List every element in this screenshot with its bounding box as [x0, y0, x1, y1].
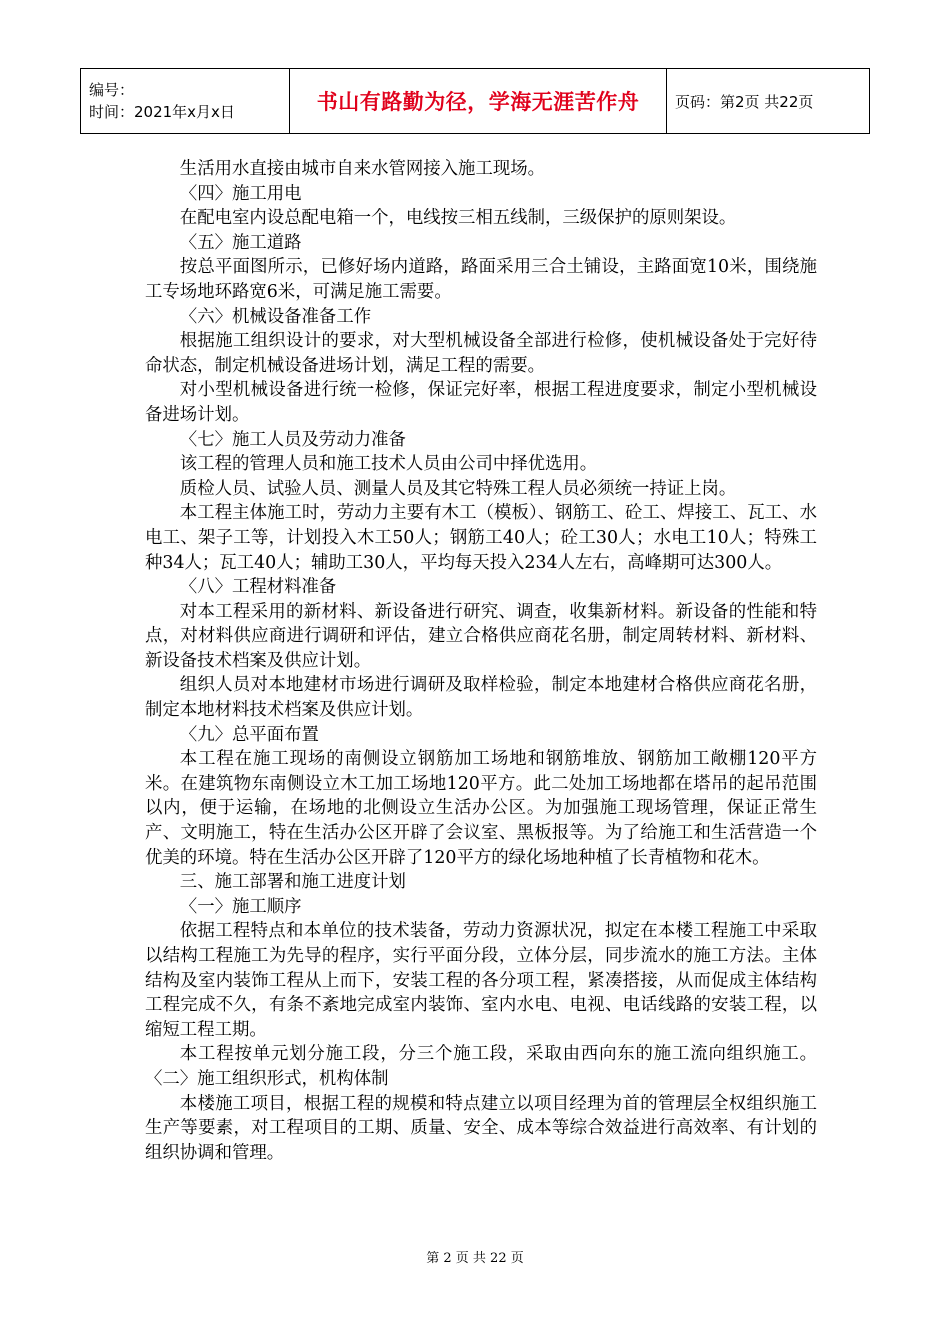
- paragraph: 根据施工组织设计的要求，对大型机械设备全部进行检修，使机械设备处于完好待命状态，制定机械设备进场计划，满足工程的需要。: [145, 331, 817, 376]
- paragraph: 按总平面图所示，已修好场内道路，路面采用三合土铺设，主路面宽10米，围绕施工专场地环路宽6米，可满足施工需要。: [145, 257, 817, 302]
- paragraph: 在配电室内设总配电箱一个，电线按三相五线制，三级保护的原则架设。: [179, 208, 737, 229]
- section-heading: 〈一〉施工顺序: [179, 896, 302, 917]
- section-heading: 〈五〉施工道路: [179, 232, 302, 253]
- section-heading: 〈八〉工程材料准备: [179, 577, 337, 598]
- document-date: 时间：2021年x月x日: [89, 103, 235, 121]
- paragraph: 本楼施工项目，根据工程的规模和特点建立以项目经理为首的管理层全权组织施工生产等要素，对工程项目的工期、质量、安全、成本等综合效益进行高效率、有计划的组织协调和管理。: [145, 1093, 817, 1163]
- paragraph: 本工程按单元划分施工段，分三个施工段，采取由西向东的施工流向组织施工。〈二〉施工组织形式，机构体制: [145, 1044, 817, 1089]
- paragraph: 生活用水直接由城市自来水管网接入施工现场。: [179, 159, 546, 179]
- header-meta: [81, 69, 290, 134]
- paragraph: 对本工程采用的新材料、新设备进行研究、调查，收集新材料。新设备的性能和特点，对材料供应商进行调研和评估，建立合格供应商花名册，制定周转材料、新材料、新设备技术档案及供应计划。: [145, 601, 817, 671]
- document-number: 编号：: [89, 81, 135, 99]
- section-heading: 〈四〉施工用电: [179, 183, 302, 204]
- section-heading: 〈六〉机械设备准备工作: [179, 306, 372, 327]
- paragraph: 依据工程特点和本单位的技术装备，劳动力资源状况，拟定在本楼工程施工中采取以结构工程施工为先导的程序，实行平面分段，立体分层，同步流水的施工方法。主体结构及室内装饰工程从上而下，安装工程的各分项工程，紧凑搭接，从而促成主体结构工程完成不久，有条不紊地完成室内装饰、室内水电、电视、电话线路的安装工程，以缩短工程工期。: [145, 921, 817, 1040]
- header-page-info: 页码：第2页 共22页: [667, 69, 870, 134]
- chapter-heading: 三、施工部署和施工进度计划: [179, 872, 406, 893]
- header-motto: 书山有路勤为径，学海无涯苦作舟: [290, 69, 667, 134]
- document-body: [145, 157, 817, 1165]
- header-table: [80, 68, 870, 134]
- page-footer: 第 2 页 共 22 页: [426, 1251, 524, 1266]
- section-heading: 〈七〉施工人员及劳动力准备: [179, 429, 406, 450]
- paragraph: 组织人员对本地建材市场进行调研及取样检验，制定本地建材合格供应商花名册，制定本地材料技术档案及供应计划。: [145, 675, 817, 721]
- paragraph: 质检人员、试验人员、测量人员及其它特殊工程人员必须统一持证上岗。: [179, 478, 737, 499]
- section-heading: 〈九〉总平面布置: [179, 724, 319, 745]
- paragraph: 该工程的管理人员和施工技术人员由公司中择优选用。: [179, 454, 598, 475]
- paragraph: 对小型机械设备进行统一检修，保证完好率，根据工程进度要求，制定小型机械设备进场计划。: [145, 380, 817, 425]
- paragraph: 本工程在施工现场的南侧设立钢筋加工场地和钢筋堆放、钢筋加工敞棚120平方米。在建筑物东南侧设立木工加工场地120平方。此二处加工场地都在塔吊的起吊范围以内，便于运输，在场地的北侧设立生活办公区。为加强施工现场管理，保证正常生产、文明施工，特在生活办公区开辟了会议室、黑板报等。为了给施工和生活营造一个优美的环境。特在生活办公区开辟了120平方的绿化场地种植了长青植物和花木。: [145, 749, 817, 868]
- paragraph: 本工程主体施工时，劳动力主要有木工（模板）、钢筋工、砼工、焊接工、瓦工、水电工、架子工等，计划投入木工50人；钢筋工40人；砼工30人；水电工10人；特殊工种34人；瓦工40人；辅助工30人，平均每天投入234人左右，高峰期可达300人。: [145, 503, 817, 573]
